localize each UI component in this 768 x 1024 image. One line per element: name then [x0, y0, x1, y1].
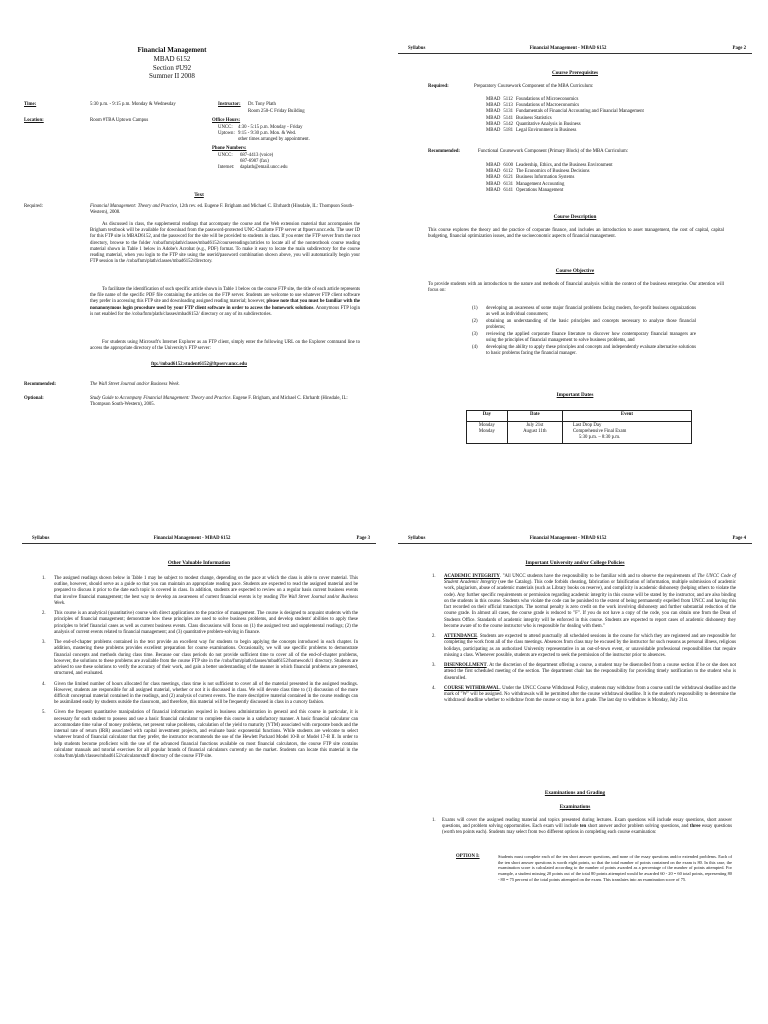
recommended-text: The Wall Street Journal and/or Business Week.: [90, 382, 180, 387]
list-item: 1. The assigned readings shown below in Table 1 may be subject to modest change, depending on the pace at which the class is able to cover material. This outline, however, should serve as a guide so that you can maintain an appropriate reading pace. Students are expected to read the assigned material and be prepared to discuss it prior to the date each topic is covered in class. In addition, students are expected to review on a regular basis current business events that involve financial management; the best way to develop an awareness of current financial events is by reading The Wall Street Journal and/or Business Week.: [42, 576, 358, 606]
list-item: (4) developing the ability to apply these principles and concepts and independently evaluate alternative solutions to basic problems facing the financial manager.: [472, 344, 696, 357]
instructor-label: Instructor:: [218, 102, 241, 107]
ftp-client-paragraph: To facilitate the identification of such specific article shown in Table 1 below on the course FTP site, the title of each article represents the file name of the specific PDF file containing the articles on the FTP server. Students are welcome to use whatever FTP client software they prefer in accessing this FTP site and downloading assigned reading material; however, please note that you must be familiar with the nonanonymous login procedure used by your FTP client software in order to access the homework solutions. Anonymous FTP login is not enabled for the /coba/fnm/plath/classes/mbad6152/ directory or any of its subdirectories.: [90, 287, 361, 317]
policies-heading: Important University and/or College Policies: [525, 560, 625, 566]
course-row: MBAD 6121 Business Information Systems: [486, 175, 575, 181]
description-text: This course explores the theory and the practice of corporate finance, and includes an introduction to asset management, the cost of capital, capital budgeting, financial optimization issues, and the socioeconomic aspects of financial management.: [428, 228, 724, 240]
required-label: Required:: [24, 204, 43, 209]
list-item: 3. DISENROLLMENT. At the discretion of the department offering a course, a student may be disenrolled from a course section if he or she does not attend the first scheduled meeting of the section. The department chair has the responsibility for providing timely notification to the student who is disenrolled.: [432, 663, 736, 681]
required-courses-table: [486, 97, 647, 134]
list-item: 1. ACADEMIC INTEGRITY. "All UNCC students have the responsibility to be familiar with and to observe the requirements of The UNCC Code of Student Academic Integrity (see the Catalog). This code forbids cheating, fabrication or falsification of information, multiple submission of academic work, plagiarism, abuse of academic materials (such as Library books on reserve), and complicity in academic dishonesty (helping others to violate the code). Any further specific requirements or permission regarding academic integrity in this course will be stated by the instructor, and are also binding on the students in this course. Students who violate the code can be punished to the extent of being permanently expelled from UNCC and having this fact recorded on their official transcripts. The normal penalty is zero credit on the work involving dishonesty and further substantial reduction of the course grade. In almost all cases, the course grade is reduced to "F". If you do not have a copy of the code, you can obtain one from the Dean of Students Office. Standards of academic integrity will be enforced in this course. Students are expected to report cases of academic dishonesty they become aware of to the course instructor who is responsible for dealing with them.": [432, 574, 737, 629]
office-hours-label: Office Hours:: [212, 118, 241, 123]
header-syllabus: Syllabus: [32, 536, 50, 541]
policies-list: [426, 574, 736, 708]
header-course: Financial Management - MBAD 6152: [153, 536, 231, 541]
list-item: (1) developing an awareness of some major financial problems facing modern, for-profit business organizations as well as individual consumers;: [472, 306, 696, 318]
syllabus-page-1: [22, 22, 376, 518]
list-item: 2. ATTENDANCE. Students are expected to attend punctually all scheduled sessions in the course for which they are registered and are responsible for completing the work from all of the class meetings. Absences from class may be excused by the instructor for such reasons as personal illness, religious holidays, participating as an authorized University representative in an out-of-town event, or unavoidable professional responsibilities that require missing a class. Whenever possible, students are expected to seek the permission of the instructor prior to absences.: [432, 634, 736, 658]
other-info-list: [36, 576, 358, 764]
list-item: 3. The end-of-chapter problems contained in the text provide an excellent way for students to begin applying the concepts introduced in each chapter. In addition, mastering these problems provides excellent preparation for course examinations. Occasionally, we will use specific problems to demonstrate financial concepts and methods during class time. Because our class periods do not provide sufficient time to cover all of the end-of-chapter problems, however, the solutions to these problems are available from the course FTP site in the /coba/fnm/plath/classes/mbad6152/homework/1 directory. Students are advised to use these solutions to verify the accuracy of their work, and gain a better understanding of the manner in which financial problems are presented, structured, and evaluated.: [42, 640, 358, 677]
prereq-recommended-text: Functional Coursework Component (Primary Block) of the MBA Curriculum:: [478, 149, 629, 154]
list-item: 4. COURSE WITHDRAWAL. Under the UNCC Course Withdrawal Policy, students may withdraw from a course until the withdrawal deadline and the mark of "W" will be assigned. No withdrawals will be permitted after the course withdrawal deadline. It is the student's responsibility to determine the withdrawal deadline whether to withdraw from the course or stay in for a grade. The last day to withdraw is Monday, July 21st.: [432, 685, 736, 704]
header-page-number: Page 2: [732, 46, 746, 51]
course-code: MBAD 6152: [153, 54, 191, 63]
instructor-name: Dr. Tony Plath: [248, 102, 276, 107]
prereq-required-label: Required:: [428, 84, 449, 89]
syllabus-page-2: [398, 22, 752, 518]
time-value: 5:30 p.m. - 9:15 p.m. Monday & Wednesday: [90, 102, 176, 107]
course-row: MBAD 5113 Foundations of Macroeconomics: [486, 103, 580, 109]
phone-list: UNCC: 687-4413 (voice) 687-6987 (fax) Internet: daplath@email.uncc.edu: [218, 153, 288, 171]
table-row: Monday Monday July 21st August 11th Last Drop Day Comprehensive Final Exam 5:30 p.m. – 8:30 p.m.: [467, 422, 692, 444]
exams-heading: Examinations and Grading: [544, 790, 606, 796]
description-heading: Course Description: [553, 214, 597, 220]
header-page-number: Page 3: [356, 536, 370, 541]
course-row: MBAD 6112 The Economics of Business Decisions: [486, 169, 590, 175]
list-item: (3) reviewing the applied corporate finance literature to discover how contemporary financial managers are using the principles of financial management to solve business problems, and: [472, 331, 696, 344]
objectives-list: [472, 306, 696, 358]
important-dates-table: [466, 410, 692, 444]
office-hours-list: UNCC: 4:30 - 5:15 p.m. Monday - Friday Uptown: 9:15 - 9:30 p.m. Mon. & Wed. other times arranged by appointment.: [218, 125, 310, 143]
exams-subheading: Examinations: [559, 804, 591, 810]
page-header: [398, 46, 752, 54]
prerequisites-heading: Course Prerequisites: [551, 70, 599, 76]
required-textbook: Financial Management: Theory and Practice, 12th rev. ed. Eugene F. Brigham and Michael C. Ehrhardt (Hinsdale, IL: Thompson South-Western), 2008.: [90, 204, 354, 216]
col-date: Date: [507, 411, 562, 422]
text-heading: Text: [194, 192, 204, 198]
course-title: Financial Management: [137, 46, 207, 54]
list-item: 2. This course is an analytical (quantitative) course with direct applications to the practice of management. The course is designed to acquaint students with the principles of financial management; demonstrate how these principles are used to solve business problems, and develop students' abilities to apply these principles to brief financial cases as well as current business events. Class discussions will focus on (1) the assigned text and supplemental readings; (2) the analysis of current events related to financial management; and (3) quantitative problem-solving in finance.: [42, 611, 358, 635]
explorer-paragraph: For students using Microsoft's Internet Explorer as an FTP client, simply enter the following URL on the Explorer command line to access the appropriate directory of the University's FTP server:: [90, 340, 360, 352]
ftp-url-link[interactable]: ftp://mbad6152:student6152@ftpserv.uncc.edu: [151, 362, 247, 367]
course-row: MBAD 6141 Operations Management: [486, 187, 564, 193]
course-row: MBAD 5142 Quantitative Analysis in Business: [486, 121, 581, 127]
exam-item: 1. Exams will cover the assigned reading material and topics presented during lectures. Exam questions will include essay questions, short answer questions, and problem solving opportunities. Each exam will include ten short answer and/or problem solving questions, and three essay questions (worth ten points each). Students may select from two different options in completing each course examination:: [432, 818, 732, 836]
location-label: Location:: [24, 118, 44, 123]
recommended-label: Recommended:: [24, 382, 56, 387]
course-row: MBAD 6131 Management Accounting: [486, 181, 565, 187]
optional-text: Study Guide to Accompany Financial Management: Theory and Practice. Eugene F. Brigham, and Michael C. Ehrhardt (Hinsdale, IL: Thompson South-Western), 2005.: [90, 396, 348, 408]
header-page-number: Page 4: [732, 536, 746, 541]
course-term: Summer II 2008: [149, 72, 195, 81]
header-course: Financial Management - MBAD 6152: [529, 536, 607, 541]
dates-heading: Important Dates: [556, 392, 594, 398]
course-row: MBAD 5181 Legal Environment in Business: [486, 128, 577, 134]
header-course: Financial Management - MBAD 6152: [529, 46, 607, 51]
list-item: 4. Given the limited number of hours allocated for class meetings, class time is not sufficient to cover all of the material presented in the assigned readings. However, students are responsible for all assigned material, whether or not it is discussed in class. We will devote class time to (1) discussion of the more difficult conceptual material contained in the readings, and (2) analysis of current events. The more descriptive material contained in the course readings can be assimilated easily by students outside the classroom, and therefore, this material will be frequently discussed in class in a cursory fashion.: [42, 681, 358, 706]
course-row: MBAD 5141 Business Statistics: [486, 115, 552, 121]
col-event: Event: [562, 411, 691, 422]
instructor-room: Room 250-C Friday Building: [248, 109, 305, 114]
location-value: Room #TBA Uptown Campus: [90, 118, 149, 123]
phone-label: Phone Numbers:: [212, 146, 247, 151]
course-row: MBAD 6100 Leadership, Ethics, and the Business Environment: [486, 163, 613, 168]
course-title-block: [122, 46, 222, 81]
ftp-paragraph: As discussed in class, the supplemental readings that accompany the course and the Web extension material that accompanies the Brigham textbook will be available for download from the password-protected UNC-Charlotte FTP server at ftpserv.uncc.edu. The user ID for this FTP site is MBAD6152, and the password for the site will be provided to students in class. If you enter the FTP server from the root directory, browse to the folder /coba/fnm/plath/classes/mbad6152/coursereadings/articles to locate all of the nontextbook course reading material shown in Table 1 below in Adobe's Acrobat (e.g., PDF) format. To make it easy to locate the main subdirectory for the course reading material, when you login to the FTP site using the userid/password combination shown above, you will automatically begin your FTP session in the /coba/fnm/plath/classes/mbad6152/directory.: [90, 222, 360, 265]
list-item: 5. Given the frequent quantitative manipulation of financial information required in business administration in general and this course in particular, it is necessary for each student to possess and use a basic financial calculator to complete this course in a satisfactory manner. A basic financial calculator can accommodate time value of money problems, net present value problems, calculation of the yield to maturity (YTM) associated with corporate bonds and the internal rate of return (IRR) associated with capital investment projects, and evaluate basic exponential functions. While students are welcome to select whatever brand of financial calculator that they prefer, the instructor recommends the use of the Hewlett Packard Model 10-B or Model 17-B II. In order to help students become proficient with the use of the advanced financial functions available on most financial calculators, the course FTP site contains calculator manuals and tutorial exercises for all popular brands of financial calculators currently on the market. Students can locate this material in the /coba/fnm/plath/classes/mbad6152/calculatorstuff directory of the course FTP site.: [42, 710, 358, 760]
option-one-label: OPTION I:: [456, 854, 480, 859]
col-day: Day: [467, 411, 508, 422]
prereq-required-text: Preparatory Coursework Component of the MBA Curriculum:: [474, 84, 594, 89]
header-syllabus: Syllabus: [408, 536, 426, 541]
prereq-recommended-label: Recommended:: [428, 149, 460, 154]
course-row: MBAD 5131 Fundamentals of Financial Accounting and Financial Management: [486, 109, 644, 115]
course-row: MBAD 5112 Foundations of Microeconomics: [486, 97, 579, 102]
list-item: (2) obtaining an understanding of the basic principles and concepts necessary to analyze those financial problems;: [472, 318, 696, 331]
objective-text: To provide students with an introduction to the nature and methods of financial analysis within the context of the business enterprise. Our attention will focus on:: [428, 282, 724, 294]
header-syllabus: Syllabus: [408, 46, 426, 51]
option-one-text: Students must complete each of the ten short answer questions, and none of the essay questions and/or extended problems. Each of the ten short answer questions is worth eight points, so that the total number of points contained on the exam is 80. In this case, the examination score is calculated according to the number of points awarded as a percentage of the number of points attempted. For example, a student missing 20 points out of the total 80 points attempted would be awarded 60 - 20 = 60 total points, representing 80 - 80 = 75 percent of the total points attempted on the exam. This translates into an examination score of 75.: [498, 854, 732, 882]
objective-heading: Course Objective: [555, 268, 595, 274]
page-header: [398, 536, 752, 544]
recommended-courses-table: [486, 163, 616, 194]
course-section: Section #U92: [152, 63, 192, 72]
syllabus-page-4: [398, 512, 752, 1008]
optional-label: Optional:: [24, 396, 44, 401]
syllabus-page-3: [22, 512, 376, 1008]
other-info-heading: Other Valuable Information: [167, 560, 231, 566]
time-label: Time:: [24, 102, 37, 107]
page-header: [22, 536, 376, 544]
